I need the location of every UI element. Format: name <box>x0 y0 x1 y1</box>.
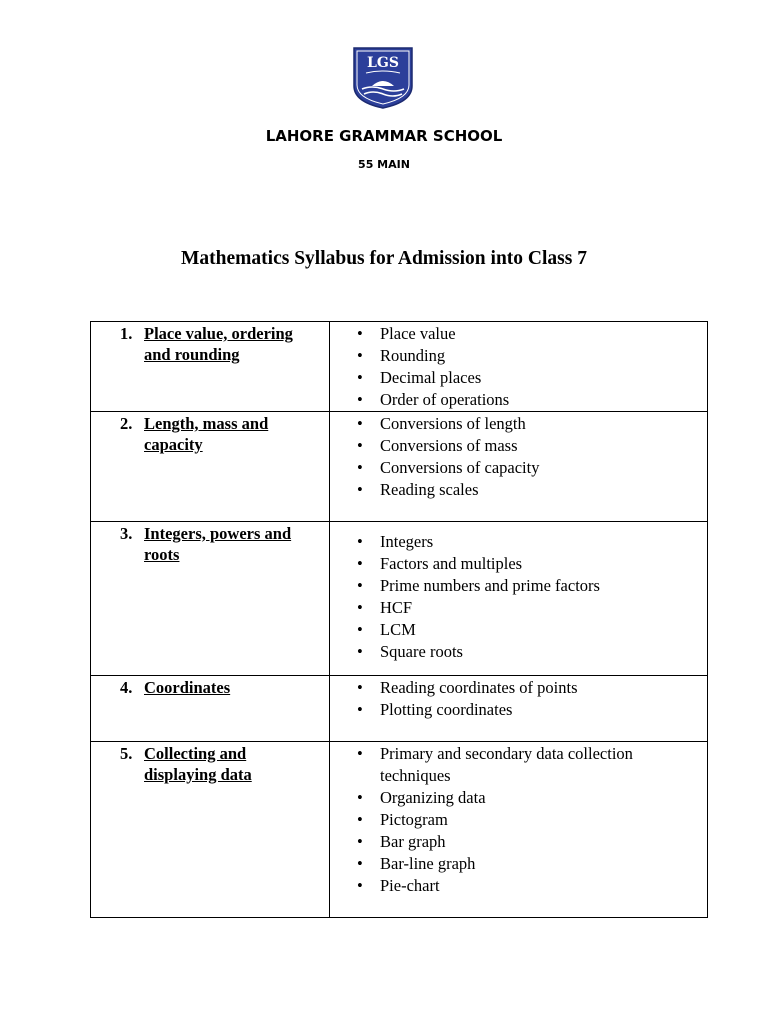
table-row <box>91 522 708 676</box>
list-item: • Pie-chart <box>330 875 707 897</box>
list-item: • Organizing data <box>330 787 707 809</box>
list-item: • Prime numbers and prime factors <box>330 575 707 597</box>
topic-cell <box>91 322 330 412</box>
topic-number: 3. <box>120 524 133 543</box>
subtopics-cell <box>330 742 708 918</box>
list-item: • Reading coordinates of points <box>330 677 707 699</box>
list-item: • LCM <box>330 619 707 641</box>
school-name: LAHORE GRAMMAR SCHOOL <box>265 127 503 145</box>
list-item: • Bar-line graph <box>330 853 707 875</box>
list-item: • Conversions of capacity <box>330 457 707 479</box>
list-item: • Integers <box>330 531 707 553</box>
topic-name: Place value, ordering and rounding <box>144 324 293 364</box>
campus-name: 55 MAIN <box>358 158 410 171</box>
subtopic-list <box>330 676 707 721</box>
topic-number: 1. <box>120 324 133 343</box>
topic-number: 5. <box>120 744 133 763</box>
subtopic-list <box>330 322 707 411</box>
list-item: • Square roots <box>330 641 707 663</box>
list-item: • Primary and secondary data collection techniques <box>330 743 707 787</box>
list-item: • Pictogram <box>330 809 707 831</box>
syllabus-table <box>90 321 708 918</box>
list-item: • Decimal places <box>330 367 707 389</box>
list-item: • Order of operations <box>330 389 707 411</box>
topic-cell <box>91 412 330 522</box>
topic-number: 4. <box>120 678 133 697</box>
list-item: • Conversions of mass <box>330 435 707 457</box>
topic-cell <box>91 522 330 676</box>
list-item: • HCF <box>330 597 707 619</box>
subtopic-list <box>330 522 707 663</box>
subtopic-list <box>330 742 707 897</box>
subtopic-list <box>330 412 707 501</box>
list-item: • Factors and multiples <box>330 553 707 575</box>
list-item: • Conversions of length <box>330 413 707 435</box>
list-item: • Plotting coordinates <box>330 699 707 721</box>
list-item: • Reading scales <box>330 479 707 501</box>
table-row <box>91 322 708 412</box>
subtopics-cell <box>330 412 708 522</box>
table-row <box>91 412 708 522</box>
topic-name: Collecting and displaying data <box>144 744 252 784</box>
topic-cell <box>91 676 330 742</box>
topic-number: 2. <box>120 414 133 433</box>
topic-cell <box>91 742 330 918</box>
list-item: • Place value <box>330 323 707 345</box>
school-logo <box>352 46 414 110</box>
topic-name: Length, mass and capacity <box>144 414 269 454</box>
subtopics-cell <box>330 322 708 412</box>
logo-text: LGS <box>367 55 399 71</box>
document-title: Mathematics Syllabus for Admission into Class 7 <box>181 248 587 269</box>
table-row <box>91 676 708 742</box>
subtopics-cell <box>330 522 708 676</box>
list-item: • Rounding <box>330 345 707 367</box>
subtopics-cell <box>330 676 708 742</box>
topic-name: Integers, powers and roots <box>144 524 292 564</box>
topic-name: Coordinates <box>144 678 231 697</box>
table-row <box>91 742 708 918</box>
list-item: • Bar graph <box>330 831 707 853</box>
